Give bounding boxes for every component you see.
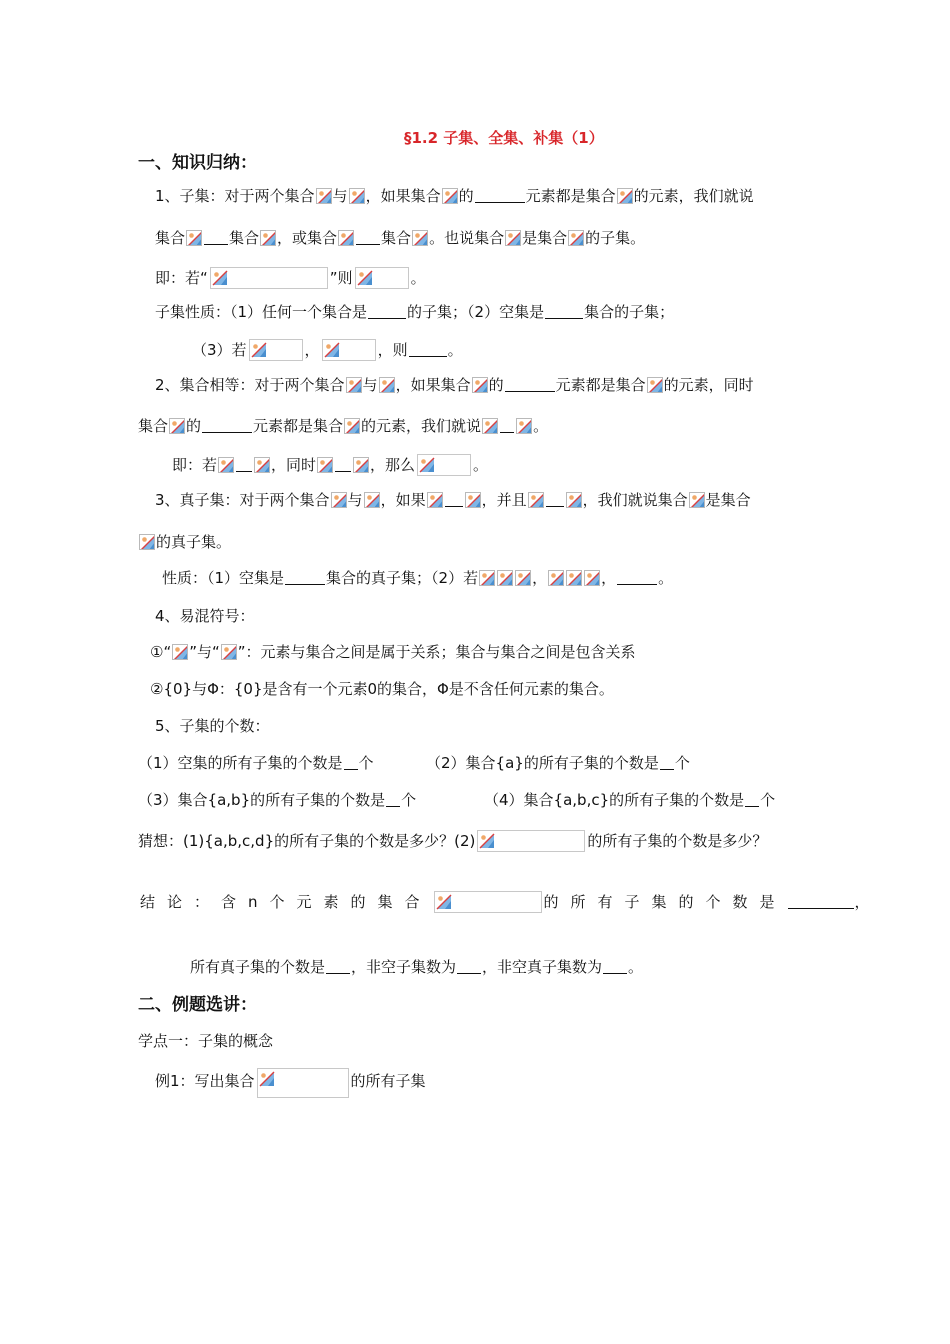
text: 猜想：(1){a,b,c,d}的所有子集的个数是多少？(2)	[138, 832, 476, 850]
broken-image-icon	[186, 230, 202, 246]
text: ，并且	[481, 491, 527, 509]
text: ，或集合	[277, 229, 338, 247]
broken-image-icon	[338, 230, 354, 246]
text: ，我们就说集合	[582, 491, 688, 509]
broken-image-icon	[221, 644, 237, 660]
text: 结论：含n个元素的集合	[140, 893, 432, 911]
section-heading-1: 一、知识归纳：	[138, 153, 257, 173]
broken-image-icon	[316, 188, 332, 204]
text: ，	[854, 893, 870, 911]
broken-image-icon	[442, 188, 458, 204]
broken-image-icon	[516, 418, 532, 434]
blank	[236, 457, 252, 472]
formula-box	[355, 267, 409, 289]
count-4	[484, 790, 775, 810]
text: 。	[410, 269, 426, 287]
broken-image-icon	[218, 457, 234, 473]
broken-image-icon	[353, 457, 369, 473]
text: ①“	[150, 643, 172, 661]
text: （2）集合{a}的所有子集的个数是	[426, 754, 659, 772]
broken-image-icon	[357, 270, 373, 286]
broken-image-icon	[254, 457, 270, 473]
formula-box	[257, 1068, 349, 1098]
blank	[409, 342, 447, 357]
text: ，非空子集数为	[351, 958, 457, 976]
text: ，那么	[370, 456, 416, 474]
formula-box	[210, 267, 328, 289]
text: 。	[628, 958, 644, 976]
broken-image-icon	[472, 377, 488, 393]
broken-image-icon	[169, 418, 185, 434]
text: 是集合	[522, 229, 568, 247]
blank	[475, 188, 525, 203]
broken-image-icon	[479, 833, 495, 849]
symbols-line-1	[150, 642, 636, 662]
broken-image-icon	[324, 342, 340, 358]
broken-image-icon	[689, 492, 705, 508]
text: 个	[674, 754, 690, 772]
broken-image-icon	[346, 377, 362, 393]
broken-image-icon	[647, 377, 663, 393]
count-3	[138, 790, 416, 810]
text: 元素都是集合	[525, 187, 616, 205]
proper-subset-line-1	[155, 490, 751, 510]
text: 是集合	[705, 491, 751, 509]
text: （4）集合{a,b,c}的所有子集的个数是	[484, 791, 745, 809]
broken-image-icon	[212, 270, 228, 286]
broken-image-icon	[566, 492, 582, 508]
text: 的元素，我们就说	[633, 187, 754, 205]
text: （1）空集的所有子集的个数是	[138, 754, 343, 772]
text: 的	[186, 417, 202, 435]
subset-properties-line	[155, 302, 674, 322]
broken-image-icon	[505, 230, 521, 246]
blank	[445, 492, 463, 507]
broken-image-icon	[568, 230, 584, 246]
text: 即：若“	[155, 269, 208, 287]
broken-image-icon	[528, 492, 544, 508]
blank	[505, 377, 555, 392]
text: 集合	[138, 417, 169, 435]
equality-notation-line	[172, 454, 488, 476]
proper-subset-count-line	[190, 957, 643, 977]
blank	[457, 959, 481, 974]
blank	[745, 792, 759, 807]
count-2	[426, 753, 690, 773]
text: 的子集。	[585, 229, 646, 247]
study-point-1: 学点一：子集的概念	[138, 1032, 274, 1050]
text: 的所有子集的个数是	[543, 893, 787, 911]
blank	[660, 755, 674, 770]
broken-image-icon	[515, 570, 531, 586]
text: ，同时	[271, 456, 317, 474]
text: 的元素，同时	[663, 376, 754, 394]
broken-image-icon	[349, 188, 365, 204]
blank	[285, 570, 325, 585]
text: ，如果集合	[395, 376, 471, 394]
text: 集合	[381, 229, 412, 247]
broken-image-icon	[259, 1071, 275, 1087]
text: 1、子集：对于两个集合	[155, 187, 315, 205]
conclusion-line	[140, 891, 870, 913]
text: ，	[532, 569, 548, 587]
broken-image-icon	[617, 188, 633, 204]
text: 的	[458, 187, 474, 205]
broken-image-icon	[566, 570, 582, 586]
blank	[356, 230, 380, 245]
text: 。也说集合	[429, 229, 505, 247]
blank	[603, 959, 627, 974]
text: 的子集；（2）空集是	[407, 303, 545, 321]
broken-image-icon	[251, 342, 267, 358]
text: 。	[658, 569, 674, 587]
confusing-symbols-heading: 4、易混符号：	[155, 607, 255, 625]
broken-image-icon	[139, 534, 155, 550]
example-1	[155, 1068, 426, 1098]
broken-image-icon	[436, 894, 452, 910]
broken-image-icon	[331, 492, 347, 508]
formula-box	[434, 891, 542, 913]
broken-image-icon	[260, 230, 276, 246]
text: 。	[533, 417, 549, 435]
broken-image-icon	[364, 492, 380, 508]
blank	[335, 457, 351, 472]
text: 元素都是集合	[253, 417, 344, 435]
blank	[500, 418, 514, 433]
text: 个	[358, 754, 374, 772]
broken-image-icon	[482, 418, 498, 434]
proper-subset-properties	[162, 568, 673, 588]
subset-def-line-1	[155, 186, 754, 206]
formula-box	[322, 339, 376, 361]
text: 集合的子集；	[584, 303, 675, 321]
section-heading-2: 二、例题选讲：	[138, 995, 257, 1015]
text: ，则	[377, 341, 408, 359]
broken-image-icon	[465, 492, 481, 508]
text: 3、真子集：对于两个集合	[155, 491, 330, 509]
blank	[202, 418, 252, 433]
text: 2、集合相等：对于两个集合	[155, 376, 345, 394]
text: ，如果集合	[365, 187, 441, 205]
blank	[788, 894, 854, 909]
broken-image-icon	[548, 570, 564, 586]
blank	[546, 492, 564, 507]
text: 的所有子集的个数是多少？	[587, 832, 768, 850]
text: ”则	[329, 269, 353, 287]
text: 集合的真子集；（2）若	[326, 569, 479, 587]
subset-transitive-line	[192, 339, 463, 361]
equality-def-line-1	[155, 375, 754, 395]
text: ，	[601, 569, 617, 587]
formula-box	[249, 339, 303, 361]
subset-notation-line	[155, 267, 426, 289]
blank	[386, 792, 400, 807]
text: 与	[362, 376, 378, 394]
formula-box	[417, 454, 471, 476]
text: ，	[304, 341, 320, 359]
blank	[326, 959, 350, 974]
broken-image-icon	[497, 570, 513, 586]
text: 性质：（1）空集是	[162, 569, 285, 587]
text: （3）若	[192, 341, 247, 359]
text: ，如果	[380, 491, 426, 509]
subset-count-heading: 5、子集的个数：	[155, 717, 270, 735]
blank	[344, 755, 358, 770]
text: 的	[488, 376, 504, 394]
count-1	[138, 753, 374, 773]
broken-image-icon	[584, 570, 600, 586]
text: 即：若	[172, 456, 218, 474]
text: ”：元素与集合之间是属于关系；集合与集合之间是包含关系	[237, 643, 636, 661]
text: 与	[332, 187, 348, 205]
text: ”与“	[189, 643, 220, 661]
broken-image-icon	[419, 457, 435, 473]
blank	[617, 570, 657, 585]
text: 集合	[155, 229, 186, 247]
subset-def-line-2	[155, 228, 645, 248]
text: 子集性质：（1）任何一个集合是	[155, 303, 368, 321]
text: ，非空真子集数为	[482, 958, 603, 976]
text: 的真子集。	[156, 533, 232, 551]
blank	[204, 230, 228, 245]
formula-box	[477, 830, 585, 852]
text: 个	[401, 791, 417, 809]
equality-def-line-2	[138, 416, 548, 436]
conjecture-line	[138, 830, 767, 852]
blank	[368, 304, 406, 319]
broken-image-icon	[427, 492, 443, 508]
proper-subset-line-2	[138, 532, 231, 552]
text: 的元素，我们就说	[361, 417, 482, 435]
text: 的所有子集	[350, 1072, 426, 1090]
broken-image-icon	[479, 570, 495, 586]
text: 个	[760, 791, 776, 809]
text: 元素都是集合	[555, 376, 646, 394]
broken-image-icon	[344, 418, 360, 434]
text: 例1：写出集合	[155, 1072, 255, 1090]
text: 。	[447, 341, 463, 359]
page-title: §1.2 子集、全集、补集（1）	[404, 129, 604, 147]
text: （3）集合{a,b}的所有子集的个数是	[138, 791, 386, 809]
text: 。	[473, 456, 489, 474]
text: 集合	[229, 229, 260, 247]
broken-image-icon	[412, 230, 428, 246]
text: 与	[347, 491, 363, 509]
symbols-line-2: ②{0}与Φ：{0}是含有一个元素0的集合，Φ是不含任何元素的集合。	[150, 680, 614, 698]
broken-image-icon	[379, 377, 395, 393]
broken-image-icon	[172, 644, 188, 660]
blank	[545, 304, 583, 319]
text: 所有真子集的个数是	[190, 958, 326, 976]
broken-image-icon	[317, 457, 333, 473]
